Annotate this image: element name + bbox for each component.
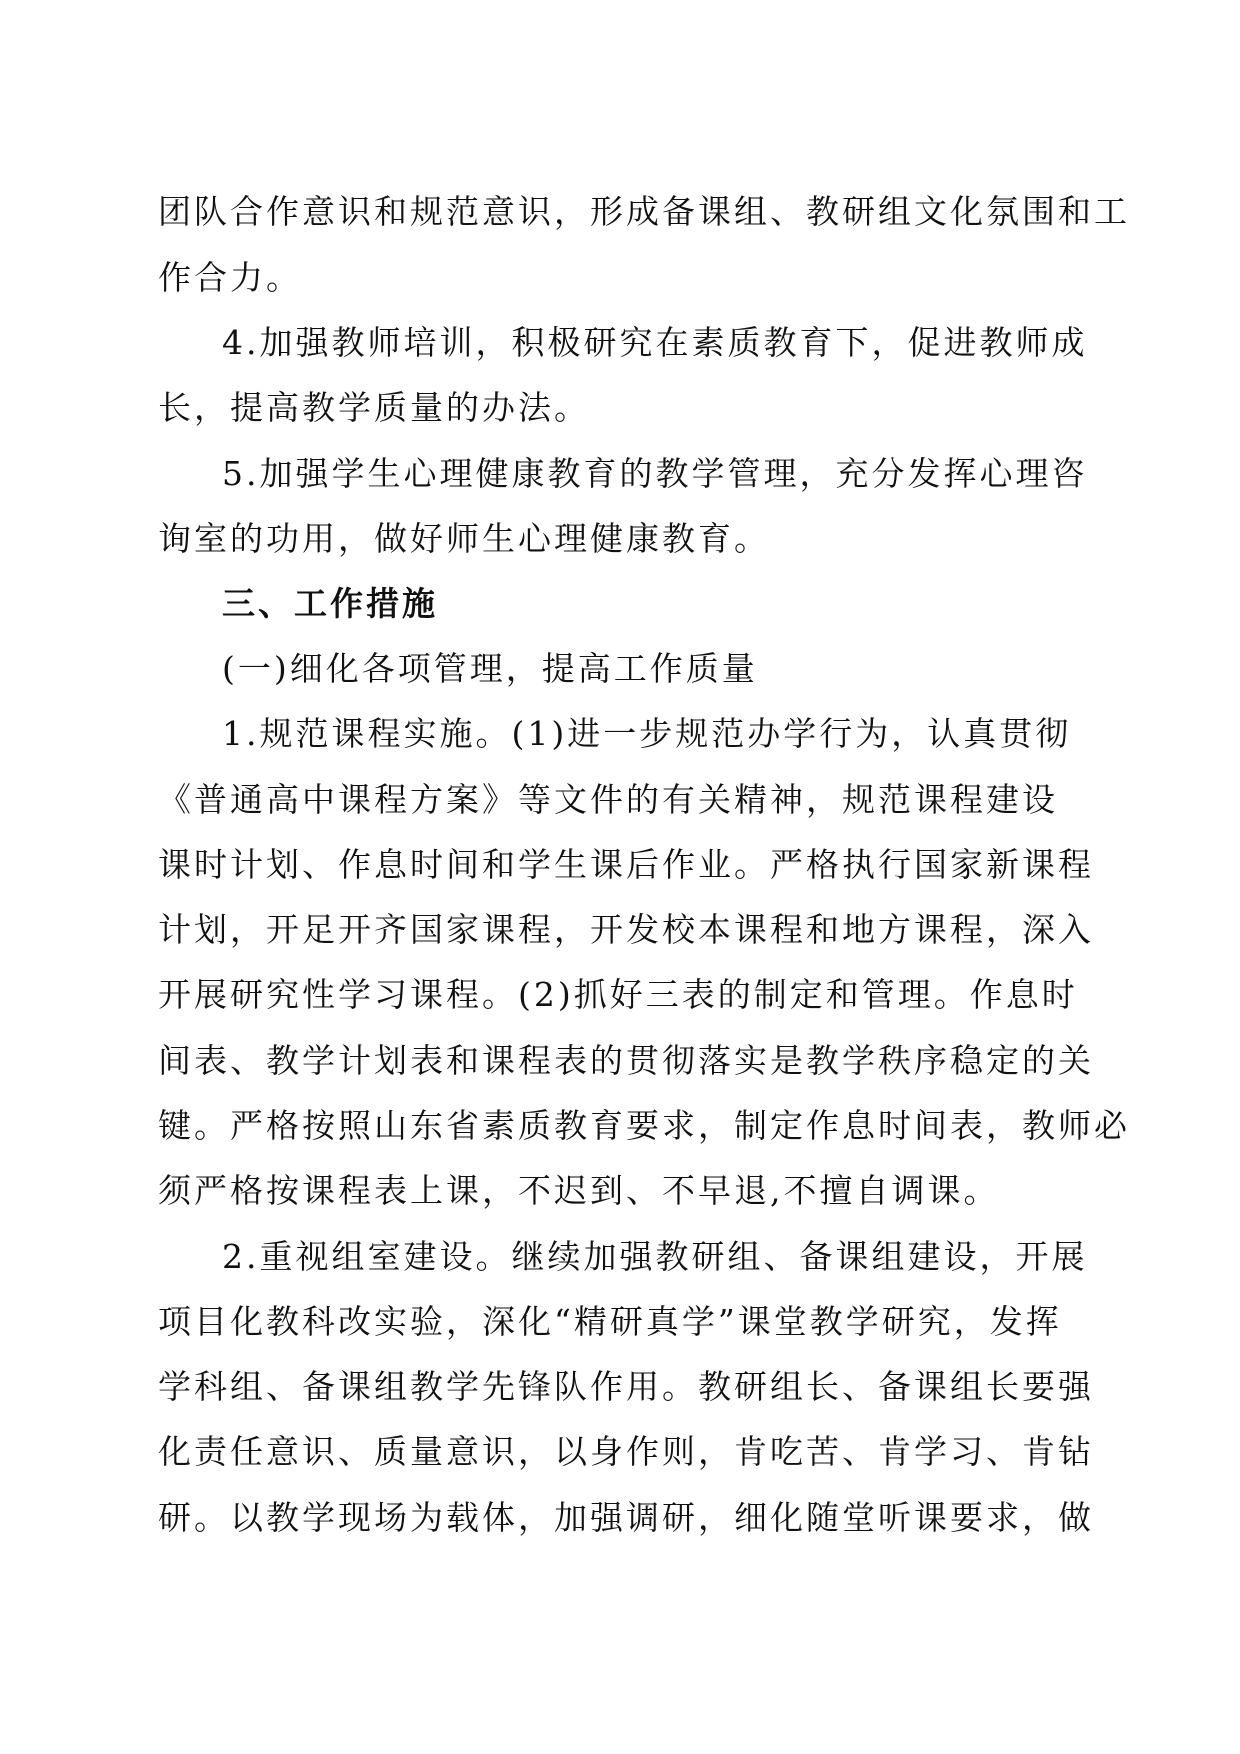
paragraph-item-5: 5.加强学生心理健康教育的教学管理，充分发挥心理咨 bbox=[222, 454, 1088, 493]
text-line: 询室的功用，做好师生心理健康教育。 bbox=[158, 519, 770, 558]
text-line: 项目化教科改实验，深化“精研真学”课堂教学研究，发挥 bbox=[158, 1302, 1062, 1341]
text-line: 开展研究性学习课程。(2)抓好三表的制定和管理。作息时 bbox=[158, 975, 1078, 1014]
text-line: 团队合作意识和规范意识，形成备课组、教研组文化氛围和工 bbox=[158, 192, 1130, 231]
text-line: 计划，开足开齐国家课程，开发校本课程和地方课程，深入 bbox=[158, 910, 1094, 949]
text-line: 研。以教学现场为载体，加强调研，细化随堂听课要求，做 bbox=[158, 1498, 1094, 1537]
text-line: 课时计划、作息时间和学生课后作业。严格执行国家新课程 bbox=[158, 845, 1094, 884]
text-line: 长，提高教学质量的办法。 bbox=[158, 388, 590, 427]
section-heading: 三、工作措施 bbox=[222, 584, 438, 623]
text-line: 须严格按课程表上课，不迟到、不早退,不擅自调课。 bbox=[158, 1171, 1000, 1210]
paragraph-item-4: 4.加强教师培训，积极研究在素质教育下，促进教师成 bbox=[222, 323, 1088, 362]
text-line: 学科组、备课组教学先锋队作用。教研组长、备课组长要强 bbox=[158, 1367, 1094, 1406]
paragraph-item-2: 2.重视组室建设。继续加强教研组、备课组建设，开展 bbox=[222, 1237, 1088, 1276]
text-line: 间表、教学计划表和课程表的贯彻落实是教学秩序稳定的关 bbox=[158, 1041, 1094, 1080]
text-line: 作合力。 bbox=[158, 258, 302, 297]
text-line: 化责任意识、质量意识，以身作则，肯吃苦、肯学习、肯钻 bbox=[158, 1432, 1094, 1471]
paragraph-item-1: 1.规范课程实施。(1)进一步规范办学行为，认真贯彻 bbox=[222, 714, 1072, 753]
text-line: 《普通高中课程方案》等文件的有关精神，规范课程建设 bbox=[158, 780, 1058, 819]
text-line: 键。严格按照山东省素质教育要求，制定作息时间表，教师必 bbox=[158, 1106, 1130, 1145]
subsection-heading: (一)细化各项管理，提高工作质量 bbox=[222, 649, 758, 688]
